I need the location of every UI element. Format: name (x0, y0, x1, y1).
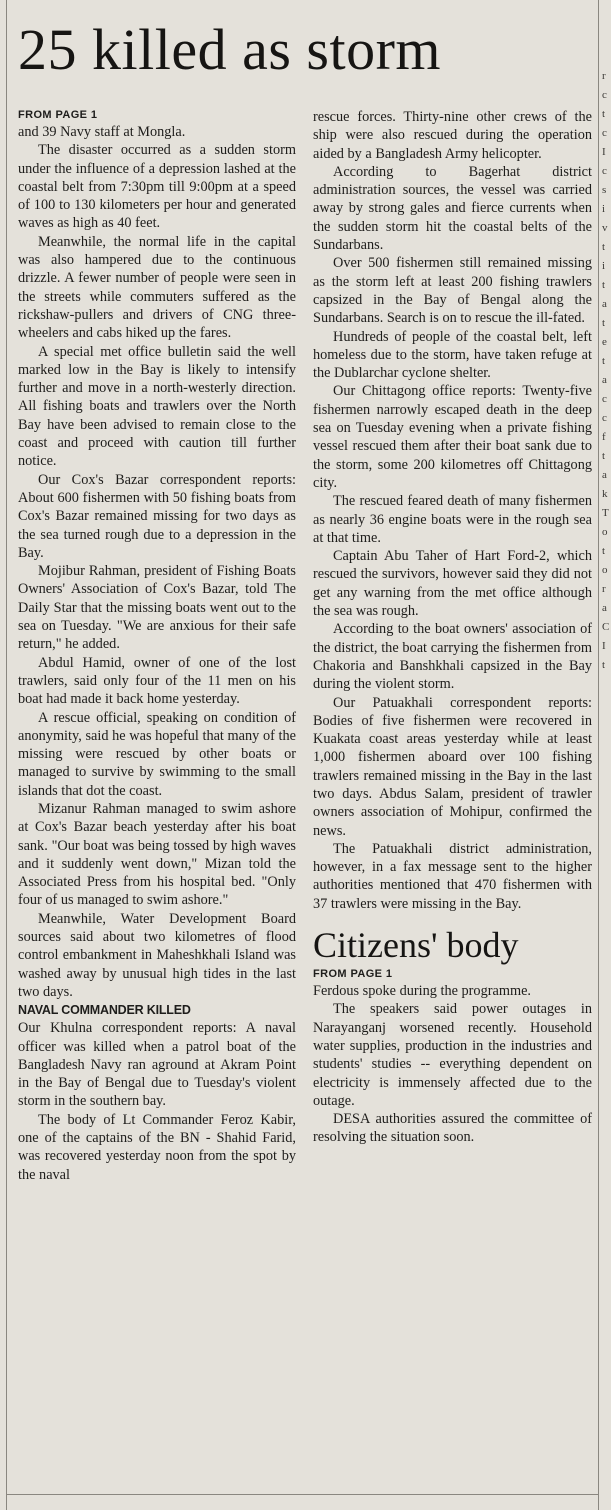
article-headline: 25 killed as storm (18, 17, 442, 82)
second-article-paragraph: The speakers said power outages in Narayanganj worsened recently. Household water supplies, production in the industries and students' studies -- everything dependent on electricity is immensely affected due to the outage. (313, 1001, 592, 1109)
article-paragraph: and 39 Navy staff at Mongla. (18, 124, 186, 140)
edge-fragment: c (602, 127, 607, 139)
edge-fragment: a (602, 469, 607, 481)
edge-fragment: k (602, 488, 608, 500)
article-paragraph: A rescue official, speaking on condition of anonymity, said he was hopeful that many of the missing were rescued by other boats or managed to survive by swimming to the small islands that dot the coast. (18, 709, 296, 799)
edge-fragment: t (602, 241, 606, 253)
edge-fragment: t (602, 317, 606, 329)
article-paragraph: Mizanur Rahman managed to swim ashore at Cox's Bazar beach yesterday after his boat sank. "Our boat was being tossed by high waves and it suddenly went down," Mizan told the Associated Press from his hospital bed. "Only four of us managed to swim ashore." (18, 800, 296, 909)
second-article-paragraph: DESA authorities assured the committee of resolving the situation soon. (313, 1111, 592, 1146)
article-paragraph: A special met office bulletin said the well marked low in the Bay is likely to intensify further and move in a north-westerly direction. All fishing boats and trawlers over the North Bay have been advised to remain close to the coast and proceed with caution till further notice. (18, 343, 296, 470)
edge-fragment: v (602, 222, 608, 234)
right-column-rule (598, 0, 599, 1510)
edge-fragment: t (602, 355, 606, 367)
article-column-right (313, 108, 592, 1147)
article-paragraph: Abdul Hamid, owner of one of the lost trawlers, said only four of the 11 men on his boat had made it back home yesterday. (18, 654, 296, 708)
edge-fragment: t (602, 108, 606, 120)
edge-fragment: r (602, 583, 606, 595)
left-column-rule (6, 0, 7, 1510)
article-paragraph: Our Chittagong office reports: Twenty-five fishermen narrowly escaped death in the deep sea on Tuesday evening when a private fishing vessel rescued them after their boat sank due to the storm, some 200 kilometres off Chittagong city. (313, 383, 592, 491)
article-paragraph: The body of Lt Commander Feroz Kabir, one of the captains of the BN - Shahid Farid, was recovered yesterday noon from the spot by the naval (18, 1111, 296, 1183)
edge-fragment: c (602, 165, 607, 177)
article-paragraph: Our Cox's Bazar correspondent reports: About 600 fishermen with 50 fishing boats from Cox's Bazar remained missing for two days as the sea turned rough due to a depression in the Bay. (18, 471, 296, 561)
edge-fragment: o (602, 564, 608, 576)
edge-fragment: a (602, 374, 607, 386)
edge-fragment: c (602, 412, 607, 424)
article-paragraph: According to Bagerhat district administration sources, the vessel was carried away by strong gales and fierce currents when the sudden storm hit the coastal belts of the Sundarbans. (313, 163, 592, 254)
section-subhead: NAVAL COMMANDER KILLED (18, 1003, 191, 1018)
edge-fragment: t (602, 659, 606, 671)
article-paragraph: Captain Abu Taher of Hart Ford-2, which rescued the survivors, however said they did not get any warning from the met office although the sea was rough. (313, 548, 592, 620)
edge-fragment: r (602, 70, 606, 82)
article-column-left (18, 108, 296, 1184)
edge-fragment: s (602, 184, 607, 196)
article-paragraph: According to the boat owners' association of the district, the boat carrying the fishermen from Chakoria and Banshkhali capsized in the Bay during the violent storm. (313, 621, 592, 693)
article-paragraph: The Patuakhali district administration, however, in a fax message sent to the higher authorities mentioned that 470 fishermen with 37 trawlers were missing in the Bay. (313, 840, 592, 912)
article-paragraph: Meanwhile, the normal life in the capital was also hampered due to the continuous drizzle. A fewer number of people were seen in the streets while commuters suffered as the rickshaw-pullers and drivers of CNG three-wheelers and cabs hiked up the fares. (18, 233, 296, 342)
second-article-kicker: FROM PAGE 1 (313, 968, 393, 981)
article-paragraph: rescue forces. Thirty-nine other crews of the ship were also rescued during the operation aided by a Bangladesh Army helicopter. (313, 109, 592, 162)
adjacent-column-edge (600, 0, 611, 1510)
article-paragraph: Over 500 fishermen still remained missing as the storm left at least 200 fishing trawlers capsized in the Bay of Bengal along the Sundarbans. Search is on to rescue the ill-fated. (313, 255, 592, 327)
article-paragraph: The rescued feared death of many fishermen as nearly 36 engine boats were in the rough sea at that time. (313, 493, 592, 546)
article-paragraph: Hundreds of people of the coastal belt, left homeless due to the storm, have taken refuge at the Dublarchar cyclone shelter. (313, 328, 592, 382)
edge-fragment: a (602, 602, 607, 614)
edge-fragment: i (602, 260, 606, 272)
edge-fragment: o (602, 526, 608, 538)
edge-fragment: t (602, 545, 606, 557)
edge-fragment: f (602, 431, 606, 443)
article-paragraph: Meanwhile, Water Development Board sources said about two kilometres of flood control embankment in Maheshkhali Island was washed away by unusual high tides in the last two days. (18, 910, 296, 1000)
second-article-headline: Citizens' body (313, 925, 519, 966)
edge-fragment: c (602, 89, 607, 101)
bottom-rule (6, 1494, 598, 1495)
second-article-paragraph: Ferdous spoke during the programme. (313, 983, 531, 1000)
edge-fragment: t (602, 450, 606, 462)
edge-fragment: C (602, 621, 610, 633)
article-paragraph: Our Patuakhali correspondent reports: Bodies of five fishermen were recovered in Kuakata coast areas yesterday while at least 1,000 fishermen aboard over 100 fishing trawlers remained missing in the Bay in the last two days. Abdus Salam, president of trawler owners association of Mohipur, confirmed the news. (313, 694, 592, 839)
edge-fragment: i (602, 203, 606, 215)
edge-fragment: c (602, 393, 607, 405)
edge-fragment: I (602, 146, 606, 158)
article-paragraph: The disaster occurred as a sudden storm under the influence of a depression lashed at the coastal belt from 7:30pm till 9:00pm at a speed of 100 to 130 kilometers per hour and generated waves as high as 40 feet. (18, 142, 296, 232)
article-paragraph: Our Khulna correspondent reports: A naval officer was killed when a patrol boat of the Bangladesh Navy ran aground at Akram Point in the Bay of Bengal due to Tuesday's violent storm in the southern bay. (18, 1020, 296, 1110)
edge-fragment: T (602, 507, 609, 519)
edge-fragment: I (602, 640, 606, 652)
edge-fragment: a (602, 298, 607, 310)
edge-fragment: e (602, 336, 607, 348)
continuation-kicker: FROM PAGE 1 (18, 109, 98, 121)
article-paragraph: Mojibur Rahman, president of Fishing Boats Owners' Association of Cox's Bazar, told The Daily Star that the missing boats went out to the sea on Tuesday. "We are anxious for their safe return," he added. (18, 563, 296, 653)
edge-fragment: t (602, 279, 606, 291)
